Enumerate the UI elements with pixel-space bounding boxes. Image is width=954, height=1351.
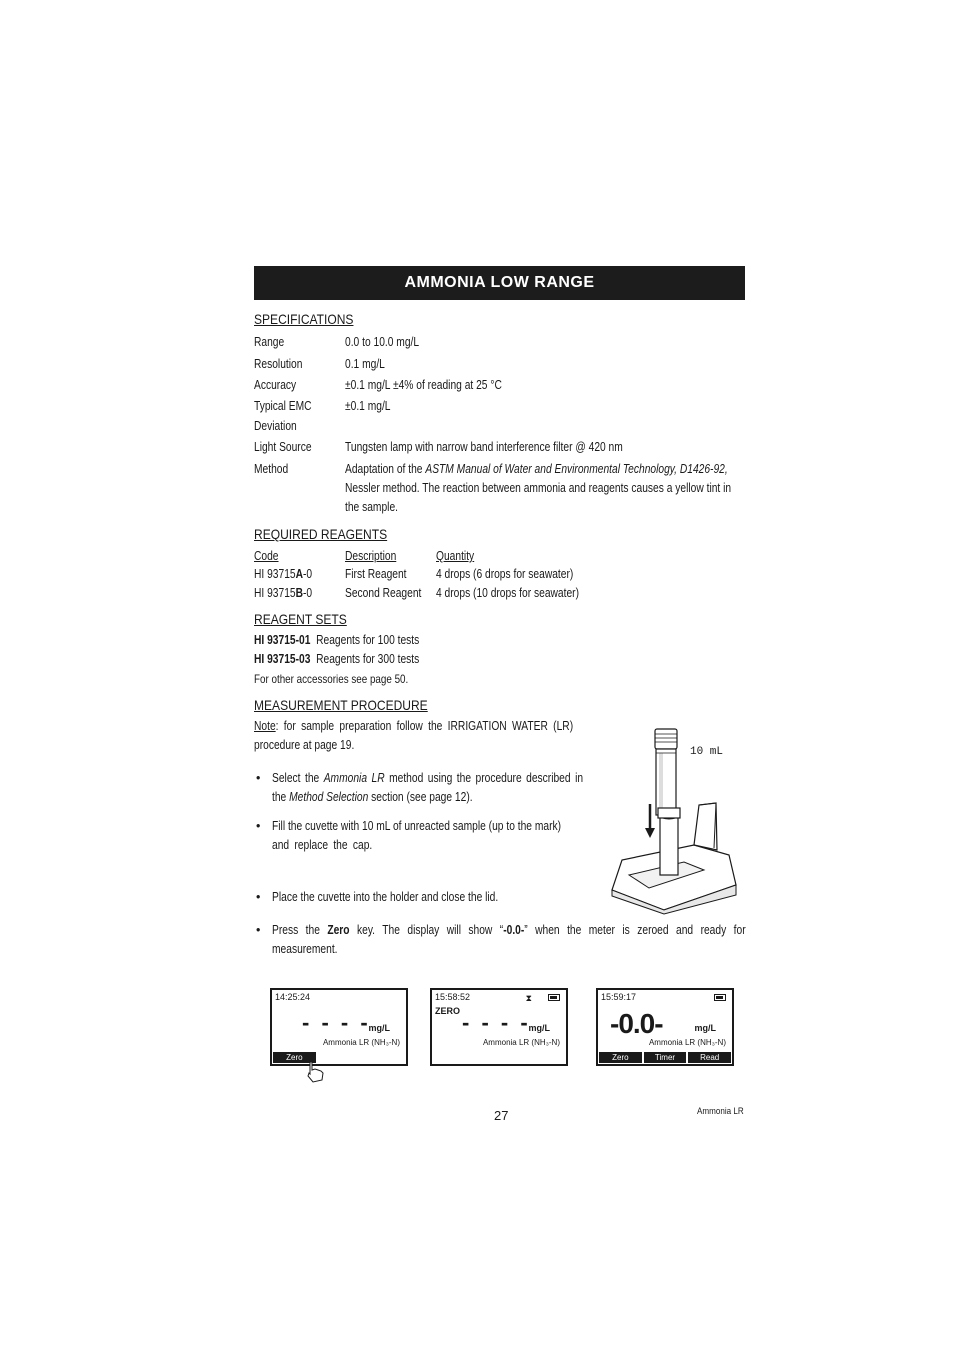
zero-softkey[interactable]: Zero [599,1052,642,1063]
spec-label: Accuracy [254,378,297,392]
spec-value: 0.1 mg/L [345,357,385,371]
reagents-heading: REQUIRED REAGENTS [254,526,388,542]
meter-screen [596,988,734,1066]
bullet-1-line2: the Method Selection section (see page 12). [272,790,473,804]
reagent-description: Second Reagent [345,586,422,600]
hand-pointer-icon [304,1060,326,1084]
col-quantity: Quantity [436,549,475,563]
screen-reading: - - - - [462,1010,531,1035]
col-code: Code [254,549,279,563]
screen-softkeys [599,1052,731,1063]
spec-label: Method [254,462,289,476]
procedure-note-line2: procedure at page 19. [254,738,355,752]
specifications-heading: SPECIFICATIONS [254,311,354,327]
bullet-char: • [256,771,261,785]
reagent-set-row: HI 93715-01 Reagents for 100 tests [254,633,420,647]
spec-value: 0.0 to 10.0 mg/L [345,335,420,349]
screen-reading: -0.0- [610,1008,663,1039]
reagent-code: HI 93715A-0 [254,567,313,581]
reagent-quantity: 4 drops (10 drops for seawater) [436,586,580,600]
spec-label: Range [254,335,285,349]
bullet-char: • [256,890,261,904]
screen-status: ZERO [435,1006,461,1016]
battery-icon [714,994,726,1001]
meter-illustration [604,800,744,915]
spec-value: ±0.1 mg/L [345,399,391,413]
spec-value: ±0.1 mg/L ±4% of reading at 25 °C [345,378,502,392]
bullet-4-line2: measurement. [272,942,338,956]
col-description: Description [345,549,397,563]
empty-softkey [362,1052,405,1063]
zero-softkey[interactable]: Zero [273,1052,316,1063]
screen-method: Ammonia LR (NH₃-N) [648,1038,726,1047]
bullet-4-line1: Press the Zero key. The display will show “-0.0-” when the meter is zeroed and ready for [272,923,746,937]
method-line-3: the sample. [345,500,398,514]
procedure-note: Note: for sample preparation follow the IRRIGATION WATER (LR) [254,719,574,733]
screen-method: Ammonia LR (NH₃-N) [482,1038,560,1047]
meter-screen [430,988,568,1066]
page-title: AMMONIA LOW RANGE [254,266,745,300]
reagent-set-row: HI 93715-03 Reagents for 300 tests [254,652,420,666]
timer-softkey[interactable]: Timer [644,1052,687,1063]
reagent-code: HI 93715B-0 [254,586,313,600]
bullet-char: • [256,819,261,833]
vial-volume-label: 10 mL [690,746,724,758]
reagent-quantity: 4 drops (6 drops for seawater) [436,567,574,581]
spec-label: Light Source [254,440,312,454]
bullet-3: Place the cuvette into the holder and close the lid. [272,890,499,904]
bullet-2-line2: and replace the cap. [272,838,373,852]
read-softkey[interactable]: Read [688,1052,731,1063]
spec-label: Typical EMC [254,399,312,413]
reagent-sets-heading: REAGENT SETS [254,611,347,627]
accessories-note: For other accessories see page 50. [254,672,409,686]
spec-label: Deviation [254,419,297,433]
procedure-heading: MEASUREMENT PROCEDURE [254,697,428,713]
spec-value: Tungsten lamp with narrow band interference filter @ 420 nm [345,440,623,454]
method-line-1: Adaptation of the ASTM Manual of Water and Environmental Technology, D1426-92, [345,462,728,476]
hourglass-icon: ⧗ [525,993,532,1003]
screen-softkeys [273,1052,405,1063]
screen-unit: mg/L [528,1023,550,1033]
reagent-description: First Reagent [345,567,407,581]
page-number: 27 [494,1108,509,1123]
screen-time: 15:58:52 [435,992,471,1002]
screen-method: Ammonia LR (NH₃-N) [322,1038,400,1047]
screen-time: 14:25:24 [275,992,311,1002]
battery-icon [548,994,560,1001]
method-line-2: Nessler method. The reaction between ammonia and reagents causes a yellow tint in [345,481,732,495]
screen-time: 15:59:17 [601,992,637,1002]
screen-unit: mg/L [694,1023,716,1033]
bullet-2-line1: Fill the cuvette with 10 mL of unreacted sample (up to the mark) [272,819,562,833]
bullet-char: • [256,923,261,937]
screen-unit: mg/L [368,1023,390,1033]
spec-label: Resolution [254,357,303,371]
bullet-1-line1: Select the Ammonia LR method using the procedure described in [272,771,584,785]
meter-screen [270,988,408,1066]
section-footer: Ammonia LR [697,1106,744,1117]
screen-reading: - - - - [302,1010,371,1035]
